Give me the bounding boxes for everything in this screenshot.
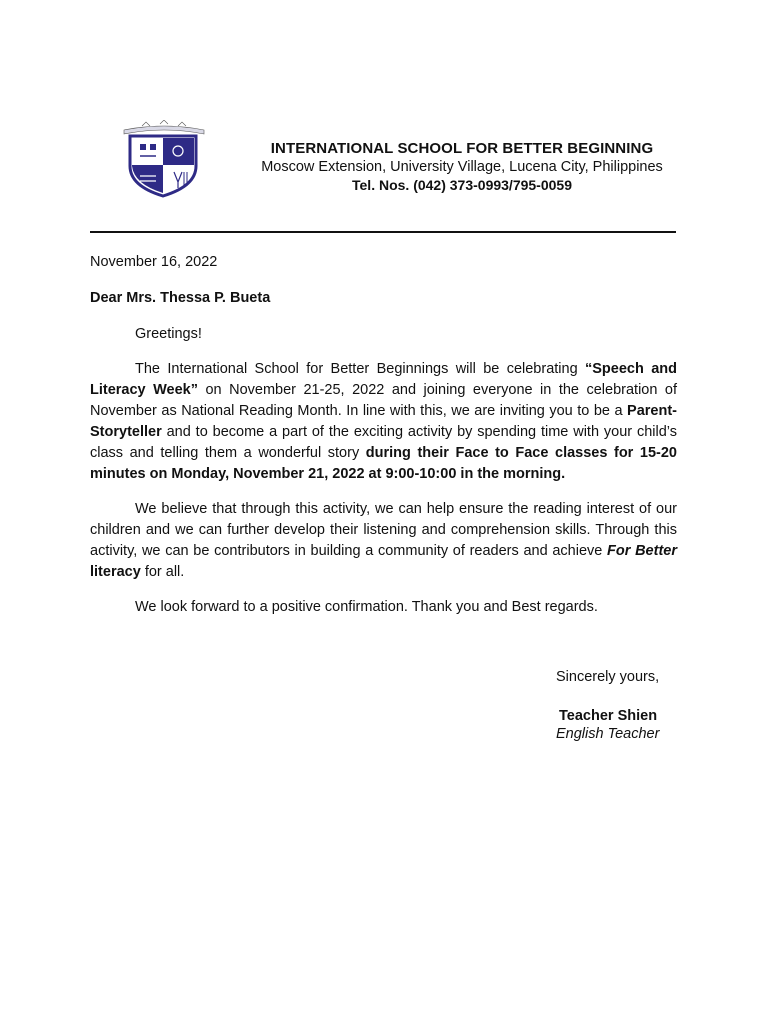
letter-body bbox=[90, 252, 677, 618]
school-crest-logo bbox=[120, 120, 208, 200]
p1-text-3: and to become a part of the exciting activity by spending time with your child’s class and telling them a wonderful story bbox=[90, 424, 677, 461]
salutation: Dear Mrs. Thessa P. Bueta bbox=[90, 290, 271, 306]
p1-role: Parent-Storyteller bbox=[90, 403, 677, 440]
p1-text-2: on November 21-25, 2022 and joining everyone in the celebration of November as National Reading Month. In line with this, we are inviting you to be a bbox=[90, 382, 678, 419]
closing-phrase: Sincerely yours, bbox=[556, 669, 660, 685]
signatory-name: Teacher Shien bbox=[559, 708, 658, 724]
p1-schedule: during their Face to Face classes for 15-20 minutes on Monday, November 21, 2022 at 9:00-10:00 in the morning. bbox=[90, 445, 677, 482]
letterhead bbox=[244, 140, 680, 194]
p2-literacy: literacy bbox=[90, 564, 141, 580]
header-divider bbox=[90, 231, 676, 233]
letter-date: November 16, 2022 bbox=[90, 254, 218, 270]
paragraph-invitation bbox=[90, 359, 677, 485]
signatory-title: English Teacher bbox=[556, 726, 660, 742]
school-phone: Tel. Nos. (042) 373-0993/795-0059 bbox=[352, 177, 572, 193]
paragraph-closing: We look forward to a positive confirmation. Thank you and Best regards. bbox=[135, 599, 598, 615]
p2-text-1: We believe that through this activity, we can help ensure the reading interest of our children and we can further develop their listening and comprehension skills. Through this activity, we can be contributors in building a community of readers and achieve bbox=[90, 501, 677, 559]
paragraph-purpose bbox=[90, 499, 677, 583]
p1-event-name: “Speech and Literacy Week” bbox=[90, 361, 677, 398]
p2-text-2: for all. bbox=[140, 564, 185, 580]
p2-for-better: For Better bbox=[607, 543, 677, 559]
greeting: Greetings! bbox=[135, 326, 202, 342]
signature-block bbox=[556, 668, 659, 743]
school-name: INTERNATIONAL SCHOOL FOR BETTER BEGINNING bbox=[270, 140, 654, 157]
p1-text-1: The International School for Better Beginnings will be celebrating bbox=[135, 361, 586, 377]
school-address: Moscow Extension, University Village, Lucena City, Philippines bbox=[261, 159, 663, 175]
